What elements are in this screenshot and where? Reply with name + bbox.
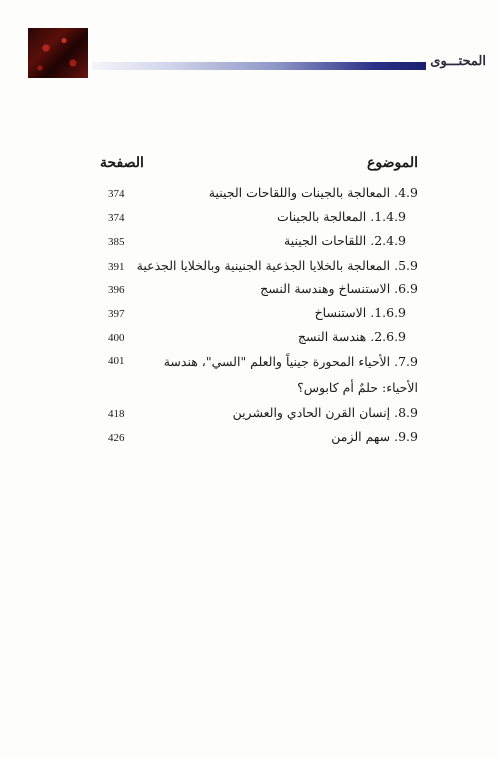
column-header-topic: الموضوع — [367, 155, 418, 171]
toc-entry-page: 401 — [108, 355, 125, 367]
toc-entry-page: 397 — [108, 308, 125, 320]
toc-entry[interactable] — [100, 302, 418, 324]
toc-entry-title: 8.9. إنسان القرن الحادي والعشرين — [232, 405, 418, 420]
toc-entry-title: 7.9. الأحياء المحورة جينياً والعلم "السي"، هندسة الأحياء: حلمٌ أم كابوس؟ — [163, 354, 418, 395]
decorative-corner-image — [28, 28, 88, 78]
toc-entry-title: 5.9. المعالجة بالخلايا الجذعية الجنينية وبالخلايا الجذعية — [136, 258, 418, 273]
column-header-page: الصفحة — [100, 155, 144, 171]
toc-entry-page: 426 — [108, 432, 125, 444]
toc-entry-title: 1.4.9. المعالجة بالجينات — [277, 209, 406, 224]
toc-entry[interactable] — [100, 182, 418, 204]
toc-entry[interactable] — [100, 326, 418, 348]
toc-entry[interactable] — [100, 255, 418, 277]
toc-entry-page: 391 — [108, 261, 125, 273]
header-gradient-bar — [92, 62, 426, 70]
toc-entry-page: 374 — [108, 212, 125, 224]
toc-entry[interactable] — [100, 230, 418, 252]
toc-entry[interactable] — [100, 278, 418, 300]
toc-entry[interactable] — [100, 426, 418, 448]
toc-entry-page: 418 — [108, 408, 125, 420]
toc-entry-title: 4.9. المعالجة بالجينات واللقاحات الجينية — [208, 185, 418, 200]
toc-entry-title: 2.4.9. اللقاحات الجينية — [284, 233, 406, 248]
toc-entry[interactable] — [100, 206, 418, 228]
header-title: المحتـــوى — [430, 54, 486, 69]
toc-entry-page: 374 — [108, 188, 125, 200]
toc-entry-page: 396 — [108, 284, 125, 296]
toc-entry[interactable] — [100, 349, 418, 401]
toc-entry-title: 6.9. الاستنساخ وهندسة النسج — [260, 281, 418, 296]
toc-entry-page: 400 — [108, 332, 125, 344]
toc-entry-title: 9.9. سهم الزمن — [331, 429, 418, 444]
toc-entry-title: 2.6.9. هندسة النسج — [297, 329, 406, 344]
toc-entry-title: 1.6.9. الاستنساخ — [314, 305, 406, 320]
toc-entry-page: 385 — [108, 236, 125, 248]
toc-entry[interactable] — [100, 402, 418, 424]
